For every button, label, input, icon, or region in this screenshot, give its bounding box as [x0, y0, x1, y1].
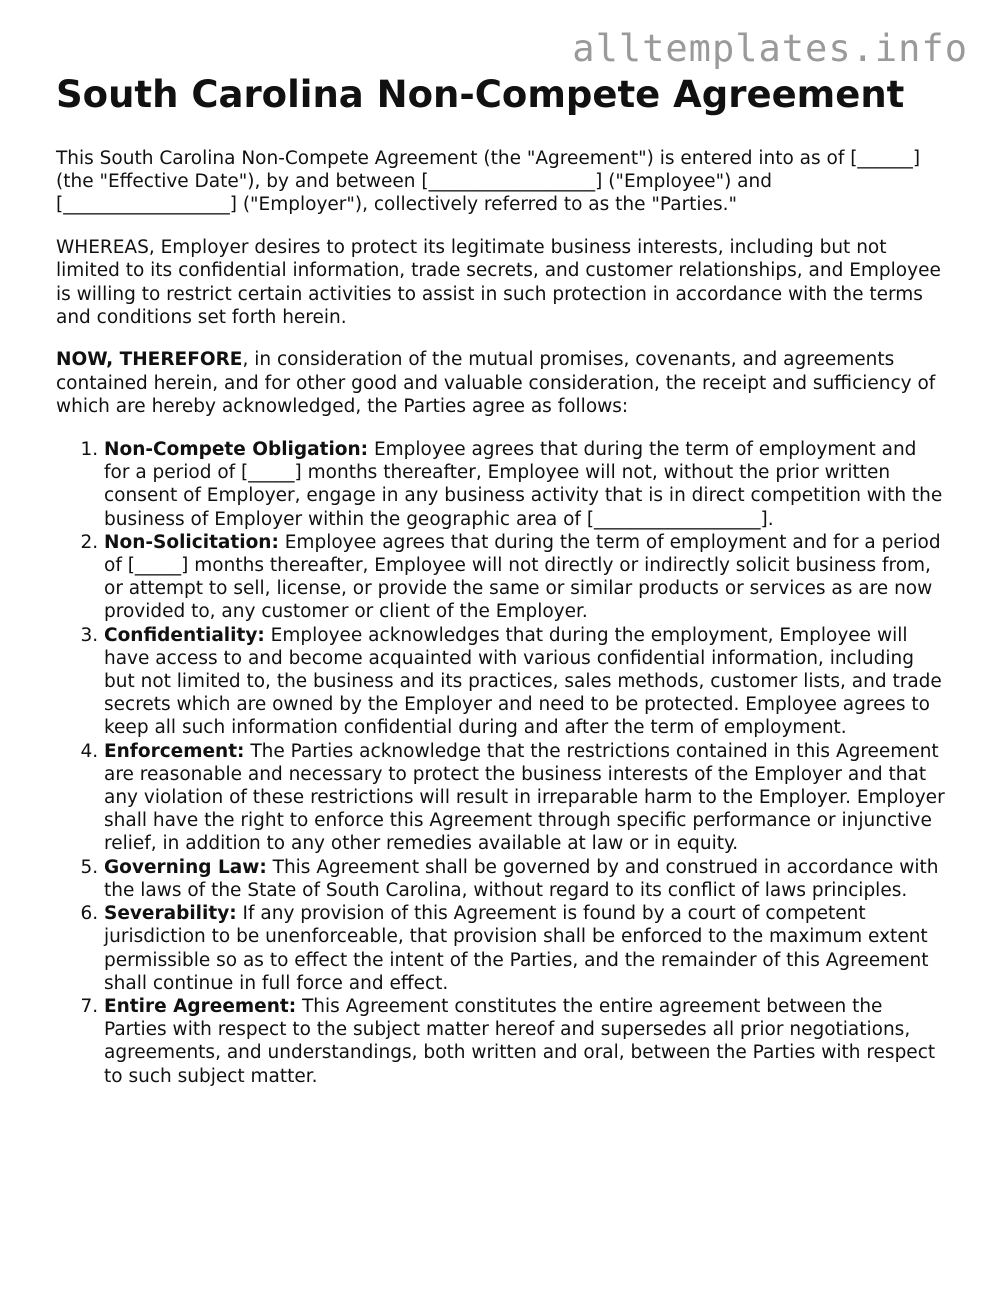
clause-item	[104, 624, 946, 740]
whereas-paragraph: WHEREAS, Employer desires to protect its legitimate business interests, including but not limited to its confidential information, trade secrets, and customer relationships, and Employee is willing to restrict certain activities to assist in such protection in accordance with the terms and conditions set forth herein.	[56, 237, 941, 328]
now-therefore-paragraph	[56, 348, 946, 418]
clause-text: If any provision of this Agreement is found by a court of competent jurisdiction to be unenforceable, that provision shall be enforced to the maximum extent permissible so as to effect the intent of the Parties, and the remainder of this Agreement shall continue in full force and effect.	[104, 903, 929, 994]
clause-text: This Agreement shall be governed by and construed in accordance with the laws of the State of South Carolina, without regard to its conflict of laws principles.	[104, 856, 939, 901]
now-therefore-lead: NOW, THEREFORE	[56, 349, 243, 371]
clause-item	[104, 531, 946, 624]
clause-text: Employee acknowledges that during the employment, Employee will have access to and become acquainted with various confidential information, including but not limited to, the business and its practices, sales methods, customer lists, and trade secrets which are owned by the Employer and need to be protected. Employee agrees to keep all such information confidential during and after the term of employment.	[104, 624, 942, 739]
clause-item	[104, 438, 946, 531]
clause-text: The Parties acknowledge that the restrictions contained in this Agreement are reasonable and necessary to protect the business interests of the Employer and that any violation of these restrictions will result in irreparable harm to the Employer. Employer shall have the right to enforce this Agreement through specific performance or injunctive relief, in addition to any other remedies available at law or in equity.	[104, 740, 945, 855]
clause-item	[104, 856, 946, 902]
clause-heading: Non-Compete Obligation:	[104, 439, 369, 461]
clause-heading: Confidentiality:	[104, 624, 265, 646]
clause-text: Employee agrees that during the term of employment and for a period of [_____] months thereafter, Employee will not directly or indirectly solicit business from, or attempt to sell, license, or provide the same or similar products or services as are now provided to, any customer or client of the Employer.	[104, 531, 941, 623]
intro-paragraph: This South Carolina Non-Compete Agreement (the "Agreement") is entered into as of [______] (the "Effective Date"), by and between [__________________] ("Employee") and [__________________] ("Employer"), collectively referred to as the "Parties."	[56, 148, 921, 216]
document-title: South Carolina Non-Compete Agreement	[56, 73, 905, 116]
clause-text: This Agreement constitutes the entire agreement between the Parties with respect to the subject matter hereof and supersedes all prior negotiations, agreements, and understandings, both written and oral, between the Parties with respect to such subject matter.	[104, 995, 936, 1087]
clause-item	[104, 902, 946, 995]
document-page	[56, 72, 946, 1088]
watermark: alltemplates.info	[572, 27, 968, 70]
clause-heading: Entire Agreement:	[104, 995, 297, 1017]
clause-item	[104, 740, 946, 856]
clause-heading: Governing Law:	[104, 856, 267, 878]
clause-item	[104, 995, 946, 1088]
clause-list	[56, 438, 946, 1088]
clause-heading: Enforcement:	[104, 740, 245, 762]
clause-heading: Non-Solicitation:	[104, 531, 279, 553]
clause-text: Employee agrees that during the term of employment and for a period of [_____] months thereafter, Employee will not, without the prior written consent of Employer, engage in any business activity that is in direct competition with the business of Employer within the geographic area of [__________________].	[104, 439, 943, 530]
now-therefore-text: , in consideration of the mutual promises, covenants, and agreements contained herein, and for other good and valuable consideration, the receipt and sufficiency of which are hereby acknowledged, the Parties agree as follows:	[56, 349, 936, 417]
clause-heading: Severability:	[104, 903, 237, 925]
